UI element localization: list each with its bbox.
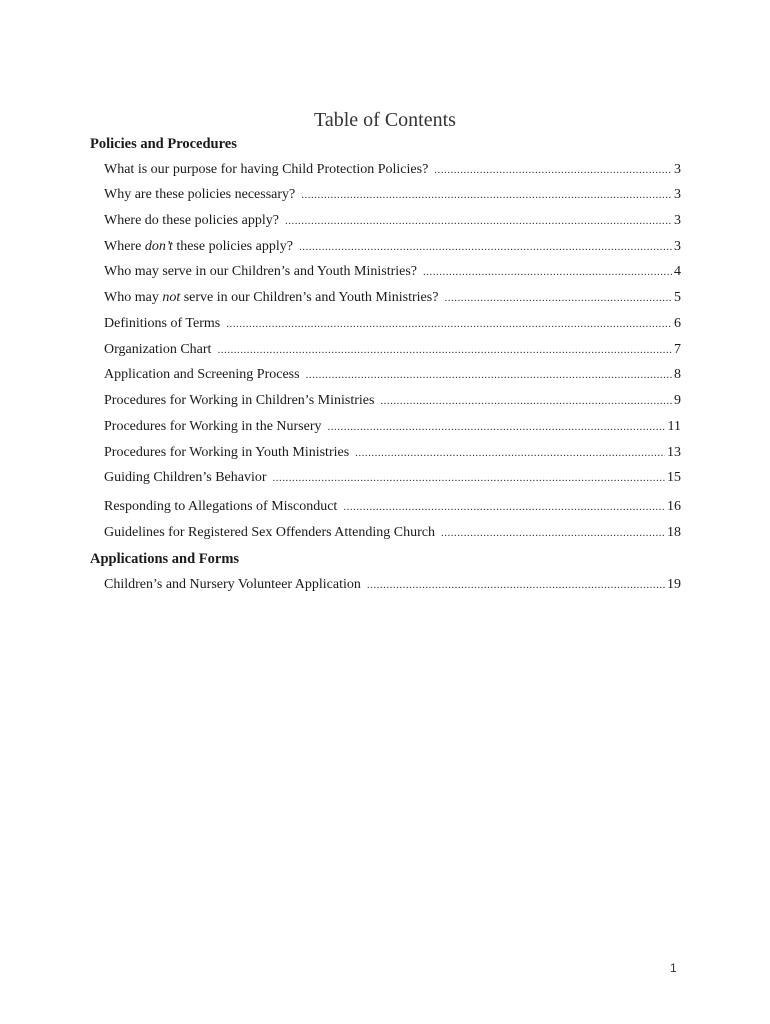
page-title: Table of Contents	[314, 109, 456, 131]
toc-page-number: 3	[674, 187, 681, 202]
toc-entry[interactable]: Organization Chart ..... 7	[104, 341, 681, 359]
toc-page-number: 6	[674, 316, 681, 331]
dot-leader	[444, 289, 672, 307]
toc-page-number: 3	[674, 162, 681, 177]
footer-page-number: 1	[670, 961, 677, 975]
dot-leader	[434, 161, 672, 179]
toc-page-number: 19	[667, 577, 681, 592]
dot-leader	[441, 524, 665, 542]
dot-leader	[343, 498, 665, 516]
dot-leader	[299, 238, 672, 256]
toc-page-number: 11	[667, 419, 681, 434]
toc-entry[interactable]: Children’s and Nursery Volunteer Application ..... 19	[104, 576, 681, 594]
toc-entry[interactable]: Procedures for Working in Children’s Ministries ..... 9	[104, 392, 681, 410]
dot-leader	[328, 418, 666, 436]
dot-leader	[285, 212, 672, 230]
toc-entry[interactable]: Responding to Allegations of Misconduct ..... 16	[104, 498, 681, 516]
toc-page-number: 5	[674, 290, 681, 305]
toc-entry[interactable]: Why are these policies necessary? ..... 3	[104, 186, 681, 204]
toc-page-number: 3	[674, 213, 681, 228]
dot-leader	[226, 315, 672, 333]
dot-leader	[301, 186, 672, 204]
toc-page-number: 7	[674, 342, 681, 357]
dot-leader	[367, 576, 665, 594]
dot-leader	[273, 469, 665, 487]
toc-page-number: 13	[667, 445, 681, 460]
toc-page-number: 18	[667, 525, 681, 540]
toc-page-number: 4	[674, 264, 681, 279]
toc-page-number: 16	[667, 499, 681, 514]
toc-entry[interactable]: Where don’t these policies apply? ..... 3	[104, 238, 681, 256]
toc-entry[interactable]: Guiding Children’s Behavior ..... 15	[104, 469, 681, 487]
toc-entry[interactable]: Who may not serve in our Children’s and Youth Ministries? ..... 5	[104, 289, 681, 307]
toc-page-number: 8	[674, 367, 681, 382]
dot-leader	[423, 263, 672, 281]
toc-entry[interactable]: Definitions of Terms ..... 6	[104, 315, 681, 333]
toc-entry[interactable]: Who may serve in our Children’s and Youth Ministries? ..... 4	[104, 263, 681, 281]
dot-leader	[380, 392, 672, 410]
toc-entry[interactable]: Application and Screening Process ..... 8	[104, 366, 681, 384]
dot-leader	[217, 341, 672, 359]
toc-page-number: 15	[667, 470, 681, 485]
toc-entry[interactable]: Procedures for Working in Youth Ministries ..... 13	[104, 444, 681, 462]
toc-entry[interactable]: Guidelines for Registered Sex Offenders Attending Church ..... 18	[104, 524, 681, 542]
dot-leader	[306, 366, 672, 384]
section-heading-applications: Applications and Forms	[90, 551, 240, 567]
toc-entry[interactable]: Where do these policies apply? ..... 3	[104, 212, 681, 230]
toc-entry[interactable]: Procedures for Working in the Nursery ..... 11	[104, 418, 681, 436]
toc-entry[interactable]: What is our purpose for having Child Protection Policies? ..... 3	[104, 161, 681, 179]
toc-page-number: 3	[674, 239, 681, 254]
section-heading-policies: Policies and Procedures	[90, 136, 237, 152]
dot-leader	[355, 444, 665, 462]
toc-page-number: 9	[674, 393, 681, 408]
